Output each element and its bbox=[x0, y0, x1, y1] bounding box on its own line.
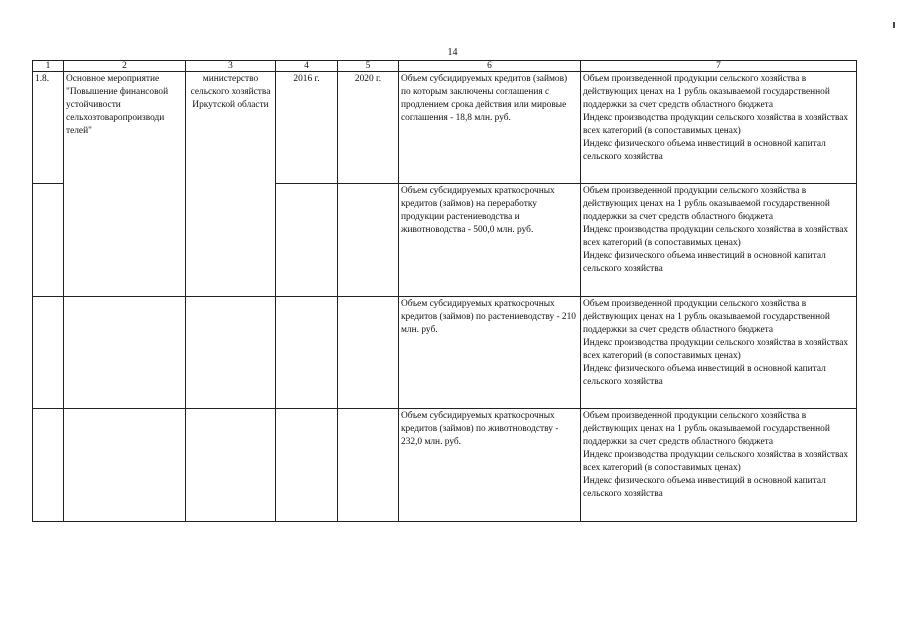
indicator-text: Индекс физического объема инвестиций в основной капитал сельского хозяйства bbox=[583, 364, 826, 387]
indicator-text: Объем произведенной продукции сельского хозяйства в действующих ценах на 1 рубль оказываемой государственной поддержки за счет средств областного бюджета bbox=[583, 186, 830, 222]
empty-cell bbox=[338, 184, 399, 297]
indicator-text: Индекс производства продукции сельского хозяйства в хозяйствах всех категорий (в сопоставимых ценах) bbox=[583, 225, 849, 248]
header-col-1: 1 bbox=[33, 61, 64, 72]
indicators-cell bbox=[581, 184, 857, 297]
start-year: 2016 г. bbox=[276, 72, 338, 184]
page-number: 14 bbox=[447, 47, 458, 58]
table-row bbox=[33, 297, 857, 409]
executor-name: министерство сельского хозяйства Иркутской области bbox=[186, 72, 276, 297]
result-cell: Объем субсидируемых кредитов (займов) по которым заключены соглашения с продлением срока действия или мировые соглашения - 18,8 млн. руб. bbox=[399, 72, 581, 184]
empty-cell bbox=[276, 184, 338, 297]
empty-cell bbox=[186, 297, 276, 409]
result-cell: Объем субсидируемых краткосрочных кредитов (займов) на переработку продукции растениеводства и животноводства - 500,0 млн. руб. bbox=[399, 184, 581, 297]
empty-cell bbox=[276, 409, 338, 522]
indicator-text: Индекс производства продукции сельского хозяйства в хозяйствах всех категорий (в сопоставимых ценах) bbox=[583, 113, 849, 136]
empty-cell bbox=[33, 184, 64, 297]
scan-edge-mark bbox=[893, 22, 895, 28]
indicator-text: Индекс производства продукции сельского хозяйства в хозяйствах всех категорий (в сопоставимых ценах) bbox=[583, 450, 849, 473]
empty-cell bbox=[338, 297, 399, 409]
empty-cell bbox=[338, 409, 399, 522]
indicator-text: Объем произведенной продукции сельского хозяйства в действующих ценах на 1 рубль оказываемой государственной поддержки за счет средств областного бюджета bbox=[583, 74, 830, 110]
indicators-cell bbox=[581, 72, 857, 184]
table-row bbox=[33, 72, 857, 184]
indicators-cell bbox=[581, 409, 857, 522]
header-col-2: 2 bbox=[64, 61, 186, 72]
indicators-cell bbox=[581, 297, 857, 409]
measure-name: Основное мероприятие "Повышение финансовой устойчивости сельхозтоваропроизводи телей" bbox=[64, 72, 186, 297]
header-col-6: 6 bbox=[399, 61, 581, 72]
result-cell: Объем субсидируемых краткосрочных кредитов (займов) по растениеводству - 210 млн. руб. bbox=[399, 297, 581, 409]
result-cell: Объем субсидируемых краткосрочных кредитов (займов) по животноводству - 232,0 млн. руб. bbox=[399, 409, 581, 522]
empty-cell bbox=[186, 409, 276, 522]
indicator-text: Индекс физического объема инвестиций в основной капитал сельского хозяйства bbox=[583, 476, 826, 499]
header-col-7: 7 bbox=[581, 61, 857, 72]
indicator-text: Индекс физического объема инвестиций в основной капитал сельского хозяйства bbox=[583, 139, 826, 162]
table-row bbox=[33, 409, 857, 522]
indicator-text: Объем произведенной продукции сельского хозяйства в действующих ценах на 1 рубль оказываемой государственной поддержки за счет средств областного бюджета bbox=[583, 411, 830, 447]
indicator-text: Индекс физического объема инвестиций в основной капитал сельского хозяйства bbox=[583, 251, 826, 274]
indicator-text: Объем произведенной продукции сельского хозяйства в действующих ценах на 1 рубль оказываемой государственной поддержки за счет средств областного бюджета bbox=[583, 299, 830, 335]
empty-cell bbox=[33, 409, 64, 522]
header-col-3: 3 bbox=[186, 61, 276, 72]
activities-table bbox=[32, 60, 857, 522]
empty-cell bbox=[33, 297, 64, 409]
empty-cell bbox=[276, 297, 338, 409]
empty-cell bbox=[64, 297, 186, 409]
header-col-4: 4 bbox=[276, 61, 338, 72]
empty-cell bbox=[64, 409, 186, 522]
end-year: 2020 г. bbox=[338, 72, 399, 184]
row-number: 1.8. bbox=[33, 72, 64, 184]
indicator-text: Индекс производства продукции сельского хозяйства в хозяйствах всех категорий (в сопоставимых ценах) bbox=[583, 338, 849, 361]
header-col-5: 5 bbox=[338, 61, 399, 72]
header-row bbox=[33, 61, 857, 72]
